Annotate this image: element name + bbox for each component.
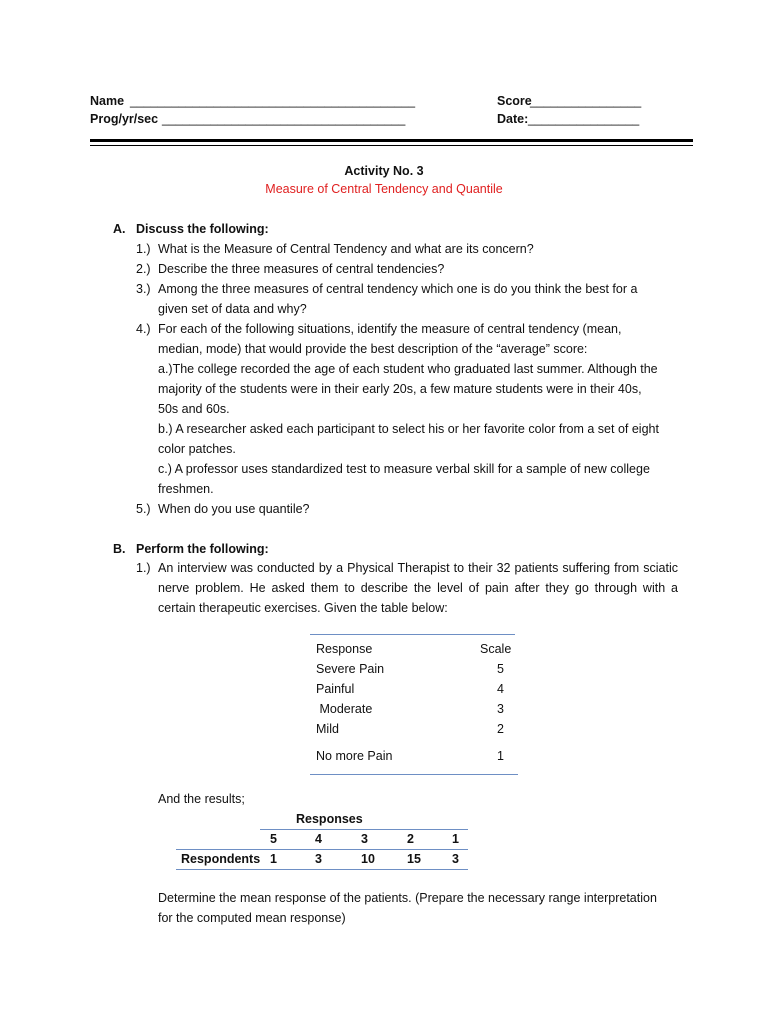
date-field[interactable]: ________________ — [528, 112, 640, 126]
results-table-count: 15 — [407, 852, 421, 866]
section-a-item-line: b.) A researcher asked each participant to select his or her favorite color from a set of eight — [158, 422, 659, 436]
results-table-scale-value: 3 — [361, 832, 368, 846]
section-a-item-number: 2.) — [136, 262, 151, 276]
name-field[interactable]: _________________________________________ — [130, 94, 416, 108]
section-b-letter: B. — [113, 542, 126, 556]
name-label: Name — [90, 94, 125, 108]
results-table-bottom-rule — [176, 869, 468, 870]
section-a-item-line: When do you use quantile? — [158, 502, 310, 516]
scale-table-value: 3 — [497, 702, 504, 716]
section-b-heading: Perform the following: — [136, 542, 269, 556]
prog-field[interactable]: ___________________________________ — [162, 112, 406, 126]
section-a-heading: Discuss the following: — [136, 222, 269, 236]
results-table-row-label: Respondents — [181, 852, 261, 866]
results-table-count: 1 — [270, 852, 277, 866]
section-a-item-line: color patches. — [158, 442, 236, 456]
instruction-text — [158, 888, 657, 928]
scale-table-response: Painful — [316, 682, 355, 696]
section-a-item-line: 50s and 60s. — [158, 402, 230, 416]
scale-table-value: 5 — [497, 662, 504, 676]
results-table-caption: Responses — [296, 812, 363, 826]
results-table-scale-value: 1 — [452, 832, 459, 846]
section-a-item-number: 5.) — [136, 502, 151, 516]
results-label: And the results; — [158, 792, 245, 806]
scale-table-value: 1 — [497, 749, 504, 763]
section-a-item-line: Describe the three measures of central tendencies? — [158, 262, 445, 276]
results-table-scale-value: 5 — [270, 832, 277, 846]
section-a-item-line: median, mode) that would provide the best description of the “average” score: — [158, 342, 588, 356]
section-a-item-line: a.)The college recorded the age of each student who graduated last summer. Although the — [158, 362, 658, 376]
scale-table-response: Moderate — [316, 702, 373, 716]
scale-table-response: Mild — [316, 722, 339, 736]
results-table-count: 3 — [452, 852, 459, 866]
section-a-item-line: majority of the students were in their early 20s, a few mature students were in their 40s, — [158, 382, 642, 396]
section-b-item-number: 1.) — [136, 561, 151, 575]
results-table-count: 3 — [315, 852, 322, 866]
section-a-item-number: 4.) — [136, 322, 151, 336]
section-a-item-line: c.) A professor uses standardized test to measure verbal skill for a sample of new college — [158, 462, 650, 476]
scale-table-response: Severe Pain — [316, 662, 385, 676]
score-label: Score — [497, 94, 532, 108]
results-table-scale-value: 2 — [407, 832, 414, 846]
section-b-item-text — [158, 558, 678, 618]
section-a-item-line: For each of the following situations, identify the measure of central tendency (mean, — [158, 322, 622, 336]
section-a-item-line: given set of data and why? — [158, 302, 307, 316]
scale-table-top-rule — [310, 634, 515, 635]
section-a-item-line: What is the Measure of Central Tendency and what are its concern? — [158, 242, 534, 256]
header-rule-thick — [90, 139, 693, 142]
section-a-letter: A. — [113, 222, 126, 236]
section-b-item-line: certain therapeutic exercises. Given the table below: — [158, 601, 448, 615]
section-b-item-line: nerve problem. He asked them to describe the level of pain after they go through with a — [158, 581, 678, 595]
score-field[interactable]: ________________ — [530, 94, 642, 108]
section-a-item-number: 3.) — [136, 282, 151, 296]
instruction-line: Determine the mean response of the patients. (Prepare the necessary range interpretation — [158, 891, 657, 905]
section-a-item-line: Among the three measures of central tendency which one is do you think the best for a — [158, 282, 638, 296]
scale-table-header-response: Response — [316, 642, 373, 656]
activity-subtitle: Measure of Central Tendency and Quantile — [265, 182, 503, 196]
scale-table-response: No more Pain — [316, 749, 393, 763]
prog-label: Prog/yr/sec — [90, 112, 159, 126]
scale-table-value: 4 — [497, 682, 504, 696]
header-rule-thin — [90, 145, 693, 146]
scale-table-header-scale: Scale — [480, 642, 512, 656]
scale-table-value: 2 — [497, 722, 504, 736]
results-table-scale-value: 4 — [315, 832, 322, 846]
activity-title: Activity No. 3 — [344, 164, 424, 178]
scale-table-bottom-rule — [310, 774, 518, 775]
results-table-mid-rule — [176, 849, 468, 850]
section-b-item-line: An interview was conducted by a Physical Therapist to their 32 patients suffering from sciatic — [158, 561, 678, 575]
section-a-item-number: 1.) — [136, 242, 151, 256]
section-a-item-line: freshmen. — [158, 482, 214, 496]
instruction-line: for the computed mean response) — [158, 911, 346, 925]
date-label: Date: — [497, 112, 529, 126]
results-table-caption-rule — [260, 829, 468, 830]
results-table-count: 10 — [361, 852, 375, 866]
